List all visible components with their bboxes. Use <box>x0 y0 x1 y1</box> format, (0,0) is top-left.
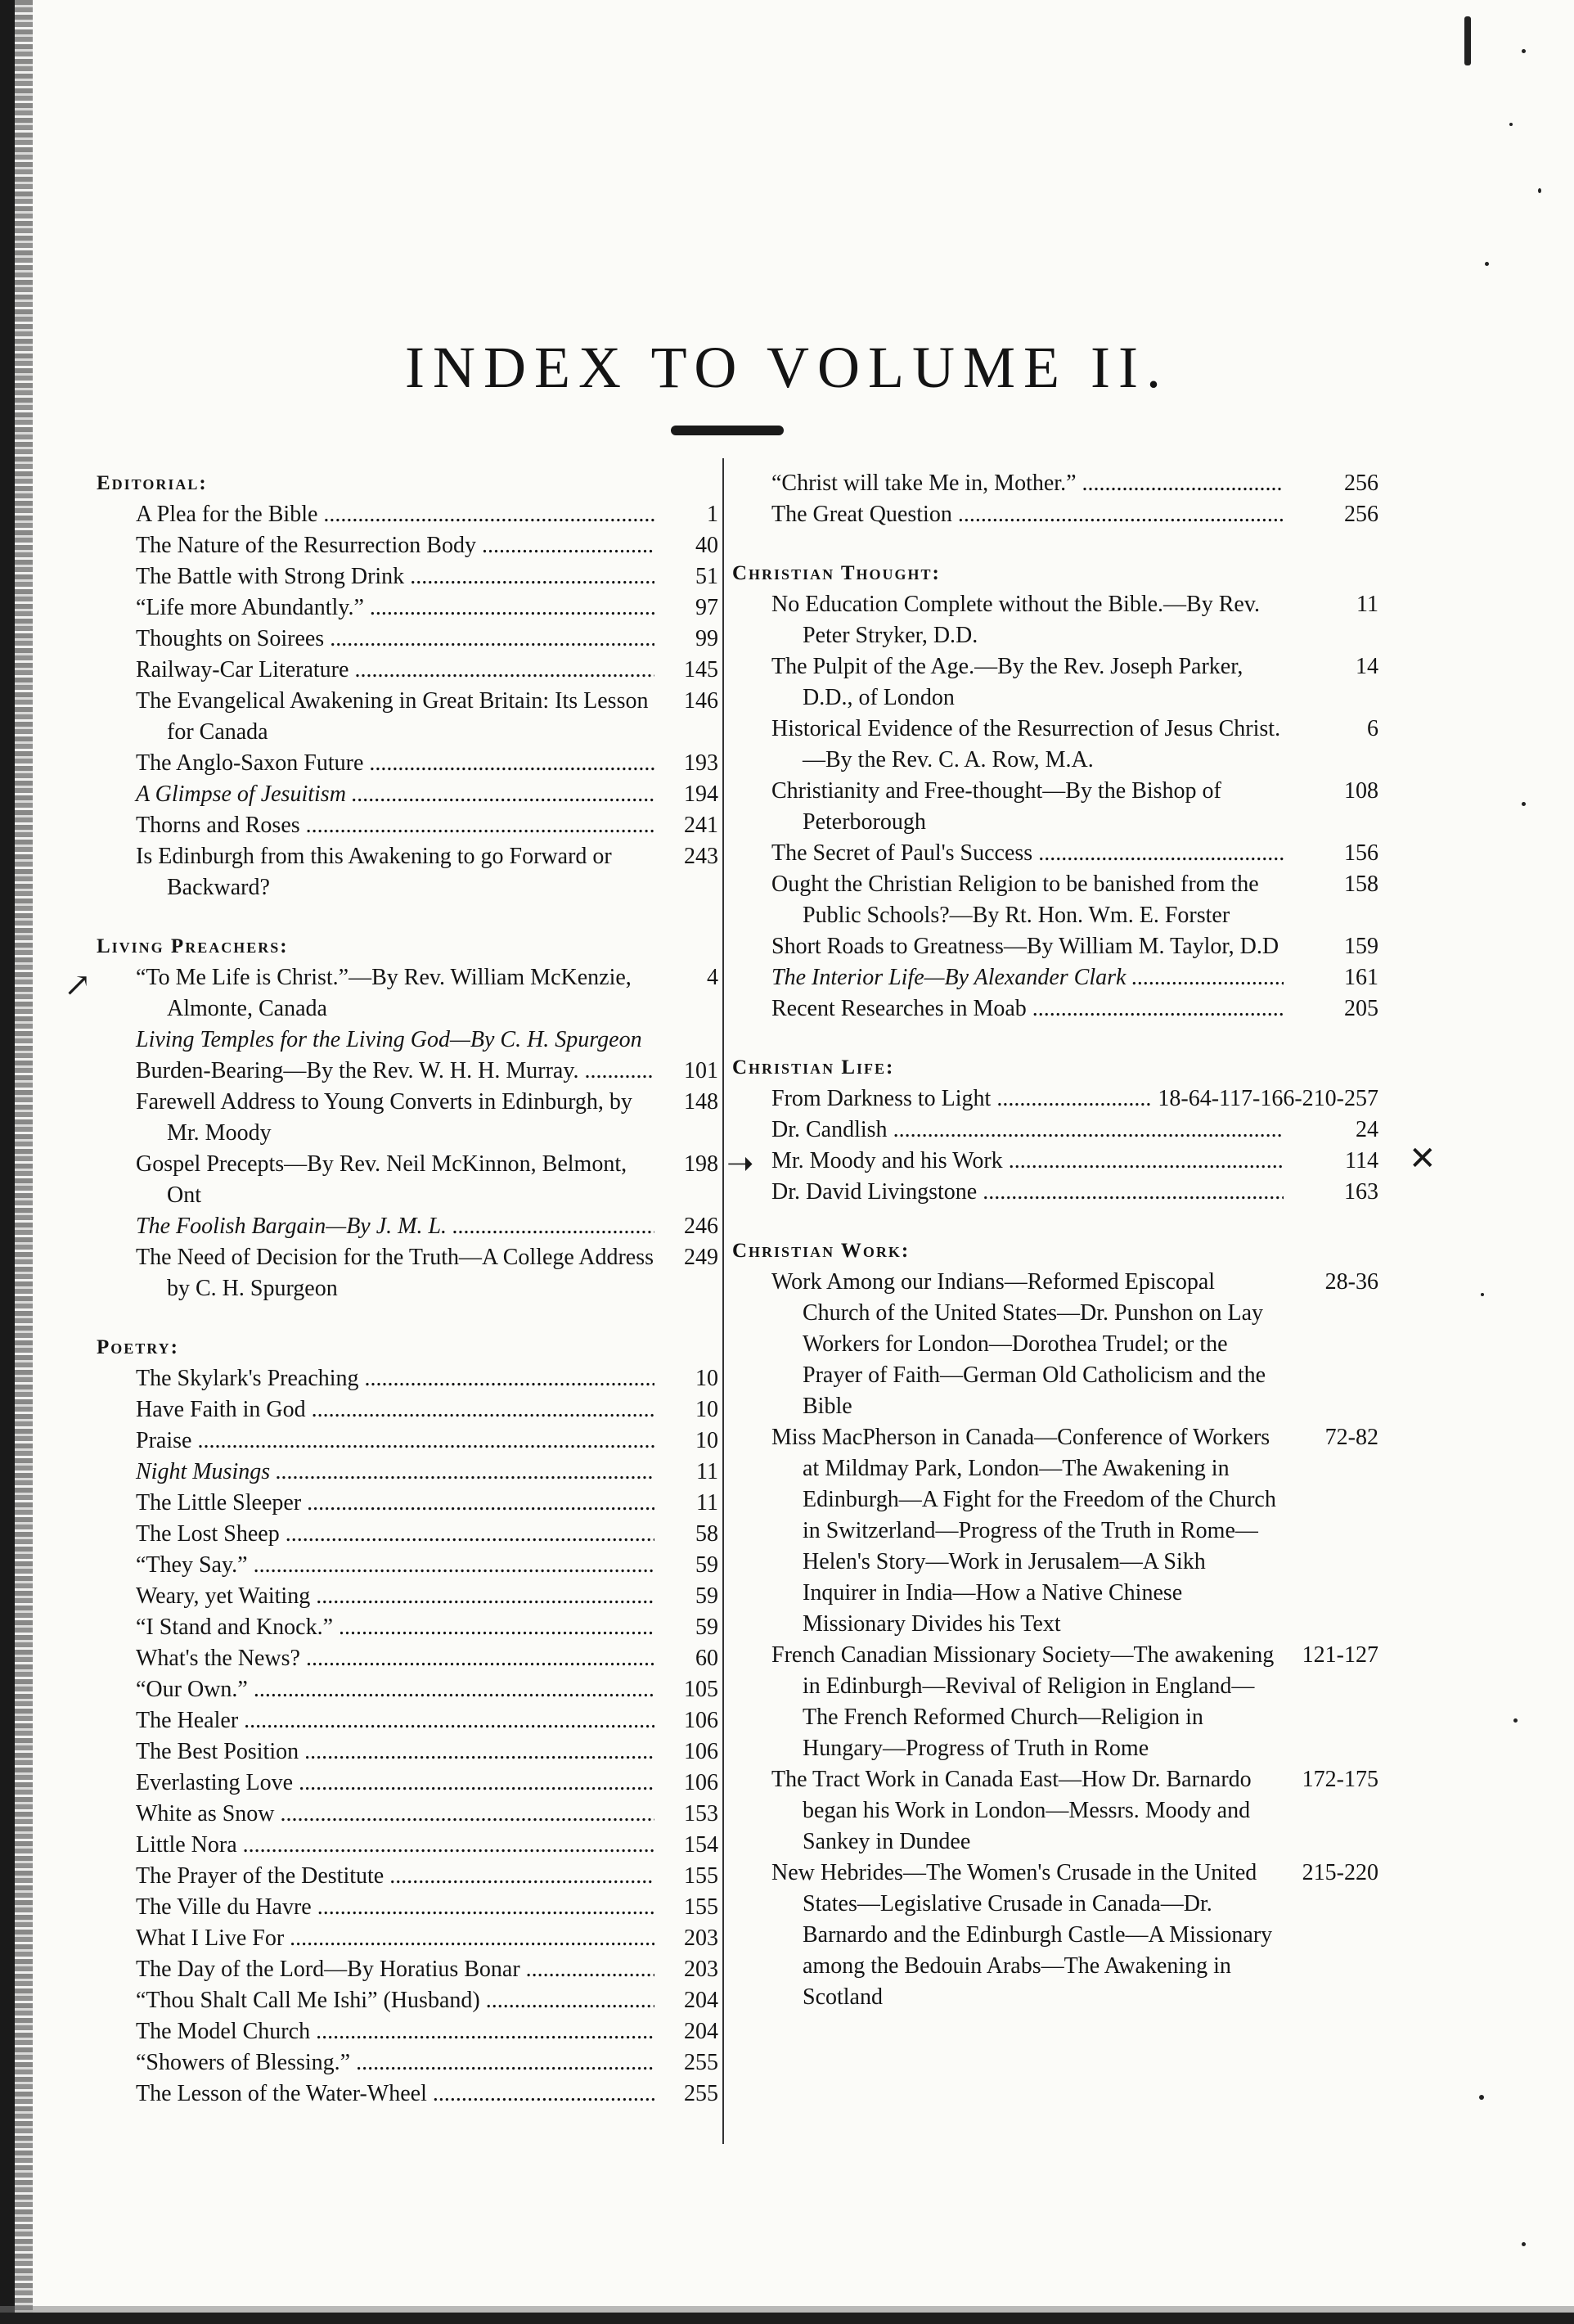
section-heading-poetry: Poetry: <box>97 1336 179 1358</box>
index-entry: The Pulpit of the Age.—By the Rev. Joseph Parker, D.D., of London 14 <box>771 654 1378 710</box>
index-entry: French Canadian Missionary Society—The awakening in Edinburgh—Revival of Religion in England—The French Reformed Church—Religion in Hungary—Progress of Truth in Rome 121-127 <box>771 1642 1378 1761</box>
index-entry: A Glimpse of Jesuitism ..... 194 <box>97 779 718 810</box>
index-entry: Recent Researches in Moab ..... 205 <box>732 993 1378 1025</box>
index-entry: Night Musings ..... 11 <box>97 1457 718 1488</box>
scan-speck <box>1538 188 1541 193</box>
index-entry: Everlasting Love ..... 106 <box>97 1768 718 1799</box>
index-entry: The Prayer of the Destitute ..... 155 <box>97 1861 718 1892</box>
index-entry: The Healer ..... 106 <box>97 1705 718 1736</box>
index-entry: The Ville du Havre ..... 155 <box>97 1892 718 1923</box>
index-entry: Thoughts on Soirees ..... 99 <box>97 624 718 655</box>
index-entry: What's the News? ..... 60 <box>97 1643 718 1674</box>
index-left-column <box>97 468 718 2110</box>
title-rule <box>671 426 784 435</box>
index-entry: “Our Own.” ..... 105 <box>97 1674 718 1705</box>
scan-speck <box>1509 123 1513 126</box>
section-editorial <box>97 499 718 903</box>
index-entry: Miss MacPherson in Canada—Conference of Workers at Mildmay Park, London—The Awakening in Edinburgh—A Fight for the Freedom of the Church in Switzerland—Progress of the Truth in Rome—Helen's Story—Work in Jerusalem—A Sikh Inquirer in India—How a Native Chinese Missionary Divides his Text 72-82 <box>771 1425 1378 1637</box>
index-entry: The Best Position ..... 106 <box>97 1736 718 1768</box>
index-entry: The Interior Life—By Alexander Clark ..... 161 <box>732 962 1378 993</box>
scan-speck <box>1485 262 1489 266</box>
margin-pen-cross: ✕ <box>1409 1140 1437 1177</box>
index-entry: The Day of the Lord—By Horatius Bonar ..... 203 <box>97 1954 718 1985</box>
page-title: INDEX TO VOLUME II. <box>405 335 1169 400</box>
index-entry: “Showers of Blessing.” ..... 255 <box>97 2047 718 2079</box>
index-entry: Thorns and Roses ..... 241 <box>97 810 718 841</box>
scan-speck <box>1513 1718 1518 1723</box>
index-entry: The Lesson of the Water-Wheel ..... 255 <box>97 2079 718 2110</box>
index-entry: Is Edinburgh from this Awakening to go Forward or Backward? 243 <box>136 844 718 900</box>
page-bottom-edge <box>0 2313 1574 2324</box>
index-entry: The Anglo-Saxon Future ..... 193 <box>97 748 718 779</box>
index-entry: The Evangelical Awakening in Great Britain: Its Lesson for Canada 146 <box>136 688 718 745</box>
index-entry: From Darkness to Light ..... 18-64-117-166-210-257 <box>732 1083 1378 1115</box>
scan-speck <box>1479 2095 1484 2100</box>
scan-speck <box>1522 49 1526 53</box>
index-entry: Farewell Address to Young Converts in Edinburgh, by Mr. Moody 148 <box>136 1089 718 1146</box>
scan-speck <box>1481 1293 1484 1296</box>
index-entry: Historical Evidence of the Resurrection of Jesus Christ.—By the Rev. C. A. Row, M.A. 6 <box>771 716 1378 772</box>
index-entry: The Nature of the Resurrection Body ..... 40 <box>97 530 718 561</box>
index-entry: A Plea for the Bible ..... 1 <box>97 499 718 530</box>
index-entry: Short Roads to Greatness—By William M. Taylor, D.D 159 <box>771 934 1378 959</box>
index-entry: Little Nora ..... 154 <box>97 1830 718 1861</box>
index-entry: Living Temples for the Living God—By C. H. Spurgeon <box>136 1027 642 1052</box>
page-bottom-shadow <box>0 2306 1574 2313</box>
index-entry: No Education Complete without the Bible.—By Rev. Peter Stryker, D.D. 11 <box>771 592 1378 648</box>
index-entry: Burden-Bearing—By the Rev. W. H. H. Murray. ..... 101 <box>97 1056 718 1087</box>
index-right-column <box>732 468 1378 2013</box>
index-entry: New Hebrides—The Women's Crusade in the United States—Legislative Crusade in Canada—Dr. Barnardo and the Edinburgh Castle—A Missionary among the Bedouin Arabs—The Awakening in Scotland 215-220 <box>771 1860 1378 2010</box>
margin-pen-arrow: ➝ <box>726 1145 754 1182</box>
index-entry: The Foolish Bargain—By J. M. L. ..... 246 <box>97 1211 718 1242</box>
index-entry: The Great Question ..... 256 <box>732 499 1378 530</box>
index-entry: The Skylark's Preaching ..... 10 <box>97 1363 718 1394</box>
section-heading-christian-life: Christian Life: <box>732 1056 895 1079</box>
index-entry: Railway-Car Literature ..... 145 <box>97 655 718 686</box>
scan-speck <box>1522 802 1526 806</box>
index-entry: White as Snow ..... 153 <box>97 1799 718 1830</box>
index-entry: The Little Sleeper ..... 11 <box>97 1488 718 1519</box>
index-entry: “Thou Shalt Call Me Ishi” (Husband) ..... 204 <box>97 1985 718 2016</box>
margin-pen-mark: ↗ <box>64 966 92 1003</box>
index-entry: The Model Church ..... 204 <box>97 2016 718 2047</box>
index-entry: What I Live For ..... 203 <box>97 1923 718 1954</box>
index-entry: Christianity and Free-thought—By the Bishop of Peterborough 108 <box>771 778 1378 835</box>
index-entry: Work Among our Indians—Reformed Episcopal Church of the United States—Dr. Punshon on Lay Workers for London—Dorothea Trudel; or the Prayer of Faith—German Old Catholicism and the Bible 28-36 <box>771 1269 1378 1419</box>
index-entry: The Battle with Strong Drink ..... 51 <box>97 561 718 592</box>
index-entry: “They Say.” ..... 59 <box>97 1550 718 1581</box>
index-entry: The Lost Sheep ..... 58 <box>97 1519 718 1550</box>
section-christian-work <box>732 1267 1378 2013</box>
index-entry: “Life more Abundantly.” ..... 97 <box>97 592 718 624</box>
section-living-preachers <box>97 962 718 1304</box>
index-entry: The Tract Work in Canada East—How Dr. Barnardo began his Work in London—Messrs. Moody and Sankey in Dundee 172-175 <box>771 1767 1378 1854</box>
section-heading-editorial: Editorial: <box>97 472 208 494</box>
index-entry: Weary, yet Waiting ..... 59 <box>97 1581 718 1612</box>
index-entry: “To Me Life is Christ.”—By Rev. William McKenzie, Almonte, Canada 4 <box>136 965 718 1021</box>
index-entry: “Christ will take Me in, Mother.” ..... 256 <box>732 468 1378 499</box>
index-entry: “I Stand and Knock.” ..... 59 <box>97 1612 718 1643</box>
section-heading-living-preachers: Living Preachers: <box>97 935 289 957</box>
index-entry: Ought the Christian Religion to be banished from the Public Schools?—By Rt. Hon. Wm. E. Forster 158 <box>771 872 1378 928</box>
index-entry: Praise ..... 10 <box>97 1425 718 1457</box>
section-christian-life <box>732 1083 1378 1208</box>
section-heading-christian-work: Christian Work: <box>732 1240 911 1262</box>
section-heading-christian-thought: Christian Thought: <box>732 562 941 584</box>
index-entry: Have Faith in God ..... 10 <box>97 1394 718 1425</box>
column-divider <box>722 458 724 2144</box>
scan-speck <box>1522 2242 1526 2246</box>
section-poetry <box>97 1363 718 2110</box>
scan-speck <box>1464 16 1471 65</box>
index-entry: Dr. David Livingstone ..... 163 <box>732 1177 1378 1208</box>
index-entry: The Need of Decision for the Truth—A College Address by C. H. Spurgeon 249 <box>136 1245 718 1301</box>
index-entry: Gospel Precepts—By Rev. Neil McKinnon, Belmont, Ont 198 <box>136 1151 718 1208</box>
section-christian-thought <box>732 589 1378 1025</box>
poetry-continued <box>732 468 1378 530</box>
index-entry: Dr. Candlish ..... 24 <box>732 1115 1378 1146</box>
index-entry: Mr. Moody and his Work ..... 114 <box>732 1146 1378 1177</box>
index-entry: The Secret of Paul's Success ..... 156 <box>732 838 1378 869</box>
